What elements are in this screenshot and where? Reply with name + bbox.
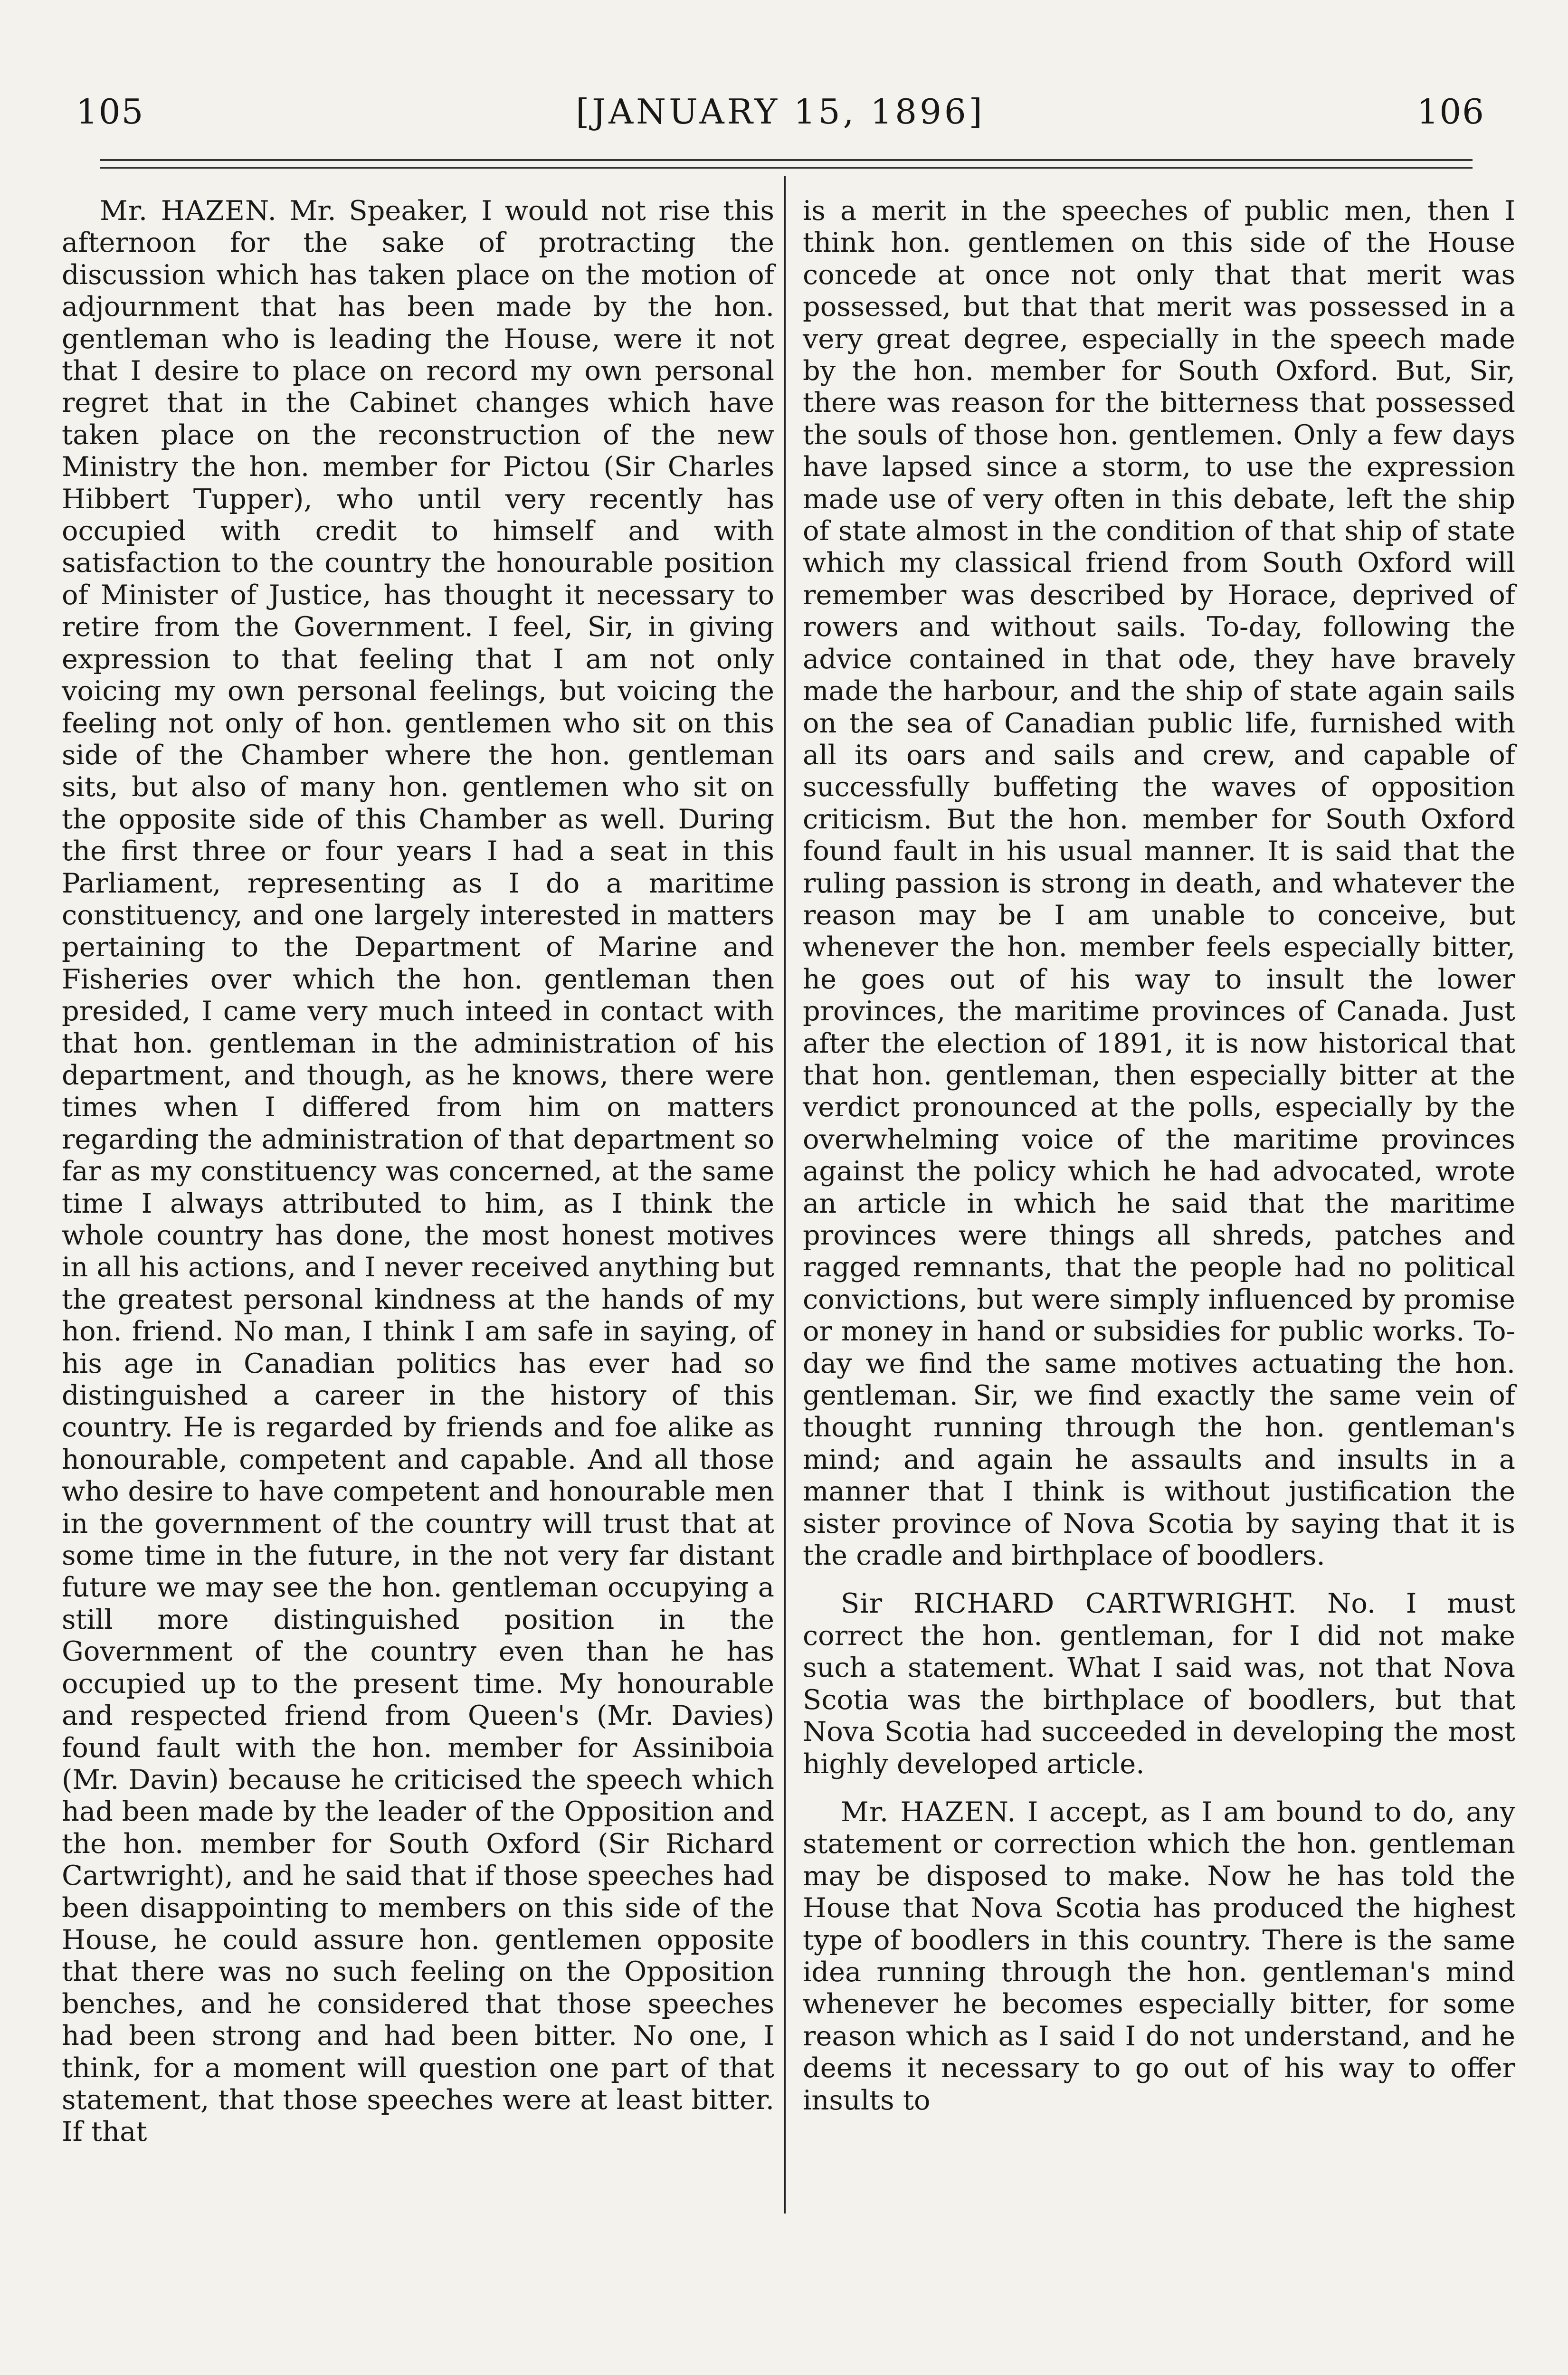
speech-text: I accept, as I am bound to do, any statement or correction which the hon. gentleman may be disposed to make. Now he has told the House that Nova Scotia has produced the highest type of boodlers in this country. There is the same idea running through the hon. gentleman's mind whenever he becomes especially bitter, for some reason which as I said I do not understand, and he deems it necessary to go out of his way to offer insults to <box>803 1796 1515 2116</box>
speech-text: No. I must correct the hon. gentleman, for I did not make such a statement. What I said was, not that Nova Scotia was the birthplace of boodlers, but that Nova Scotia had succeeded in developing the most highly developed article. <box>803 1587 1515 1780</box>
column-divider <box>784 176 786 2214</box>
left-column <box>62 195 774 2148</box>
speaker-name: Sir RICHARD CARTWRIGHT. <box>841 1587 1297 1620</box>
page-number-right: 106 <box>1416 92 1485 132</box>
speech-text: is a merit in the speeches of public men, then I think hon. gentlemen on this side of the House concede at once not only that that merit was possessed, but that that merit was possessed in a very great degree, especially in the speech made by the hon. member for South Oxford. But, Sir, there was reason for the bitterness that possessed the souls of those hon. gentlemen. Only a few days have lapsed since a storm, to use the expression made use of very often in this debate, left the ship of state almost in the condition of that ship of state which my classical friend from South Oxford will remember was described by Horace, deprived of rowers and without sails. To-day, following the advice contained in that ode, they have bravely made the harbour, and the ship of state again sails on the sea of Canadian public life, furnished with all its oars and sails and crew, and capable of successfully buffeting the waves of opposition criticism. But the hon. member for South Oxford found fault in his usual manner. It is said that the ruling passion is strong in death, and whatever the reason may be I am unable to conceive, but whenever the hon. member feels especially bitter, he goes out of his way to insult the lower provinces, the maritime provinces of Canada. Just after the election of 1891, it is now historical that that hon. gentleman, then especially bitter at the verdict pronounced at the polls, especially by the overwhelming voice of the maritime provinces against the policy which he had advocated, wrote an article in which he said that the maritime provinces were things all shreds, patches and ragged remnants, that the people had no political convictions, but were simply influenced by promise or money in hand or subsidies for public works. To-day we find the same motives actuating the hon. gentleman. Sir, we find exactly the same vein of thought running through the hon. gentleman's mind; and again he assaults and insults in a manner that I think is without justification the sister province of Nova Scotia by saying that it is the cradle and birthplace of boodlers. <box>803 195 1515 1572</box>
right-column <box>803 195 1515 2116</box>
issue-date: [JANUARY 15, 1896] <box>576 92 985 132</box>
speech-text: Mr. Speaker, I would not rise this afternoon for the sake of protracting the discussion which has taken place on the motion of adjournment that has been made by the hon. gentleman who is leading the House, were it not that I desire to place on record my own personal regret that in the Cabinet changes which have taken place on the reconstruction of the new Ministry the hon. member for Pictou (Sir Charles Hibbert Tupper), who until very recently has occupied with credit to himself and with satisfaction to the country the honourable position of Minister of Justice, has thought it necessary to retire from the Government. I feel, Sir, in giving expression to that feeling that I am not only voicing my own personal feelings, but voicing the feeling not only of hon. gentlemen who sit on this side of the Chamber where the hon. gentleman sits, but also of many hon. gentlemen who sit on the opposite side of this Chamber as well. During the first three or four years I had a seat in this Parliament, representing as I do a maritime constituency, and one largely interested in matters pertaining to the Department of Marine and Fisheries over which the hon. gentleman then presided, I came very much inteed in contact with that hon. gentleman in the administration of his department, and though, as he knows, there were times when I differed from him on matters regarding the administration of that department so far as my constituency was concerned, at the same time I always attributed to him, as I think the whole country has done, the most honest motives in all his actions, and I never received anything but the greatest personal kindness at the hands of my hon. friend. No man, I think I am safe in saying, of his age in Canadian politics has ever had so distinguished a career in the history of this country. He is regarded by friends and foe alike as honourable, competent and capable. And all those who desire to have competent and honourable men in the government of the country will trust that at some time in the future, in the not very far distant future we may see the hon. gentleman occupying a still more distinguished position in the Government of the country even than he has occupied up to the present time. My honourable and respected friend from Queen's (Mr. Davies) found fault with the hon. member for Assiniboia (Mr. Davin) because he criticised the speech which had been made by the leader of the Opposition and the hon. member for South Oxford (Sir Richard Cartwright), and he said that if those speeches had been disappointing to members on this side of the House, he could assure hon. gentlemen opposite that there was no such feeling on the Opposition benches, and he considered that those speeches had been strong and had been bitter. No one, I think, for a moment will question one part of that statement, that those speeches were at least bitter. If that <box>62 195 775 2148</box>
speech-paragraph <box>62 195 774 2148</box>
page-header <box>76 83 1485 140</box>
speaker-name: Mr. HAZEN. <box>841 1796 1017 1828</box>
header-rule-thin <box>100 167 1473 169</box>
speech-paragraph-continued <box>803 195 1515 1571</box>
page-number-left: 105 <box>76 92 144 132</box>
speech-paragraph <box>803 1796 1515 2116</box>
speaker-name: Mr. HAZEN. <box>100 195 277 227</box>
speech-paragraph <box>803 1587 1515 1779</box>
header-rule <box>100 159 1473 161</box>
